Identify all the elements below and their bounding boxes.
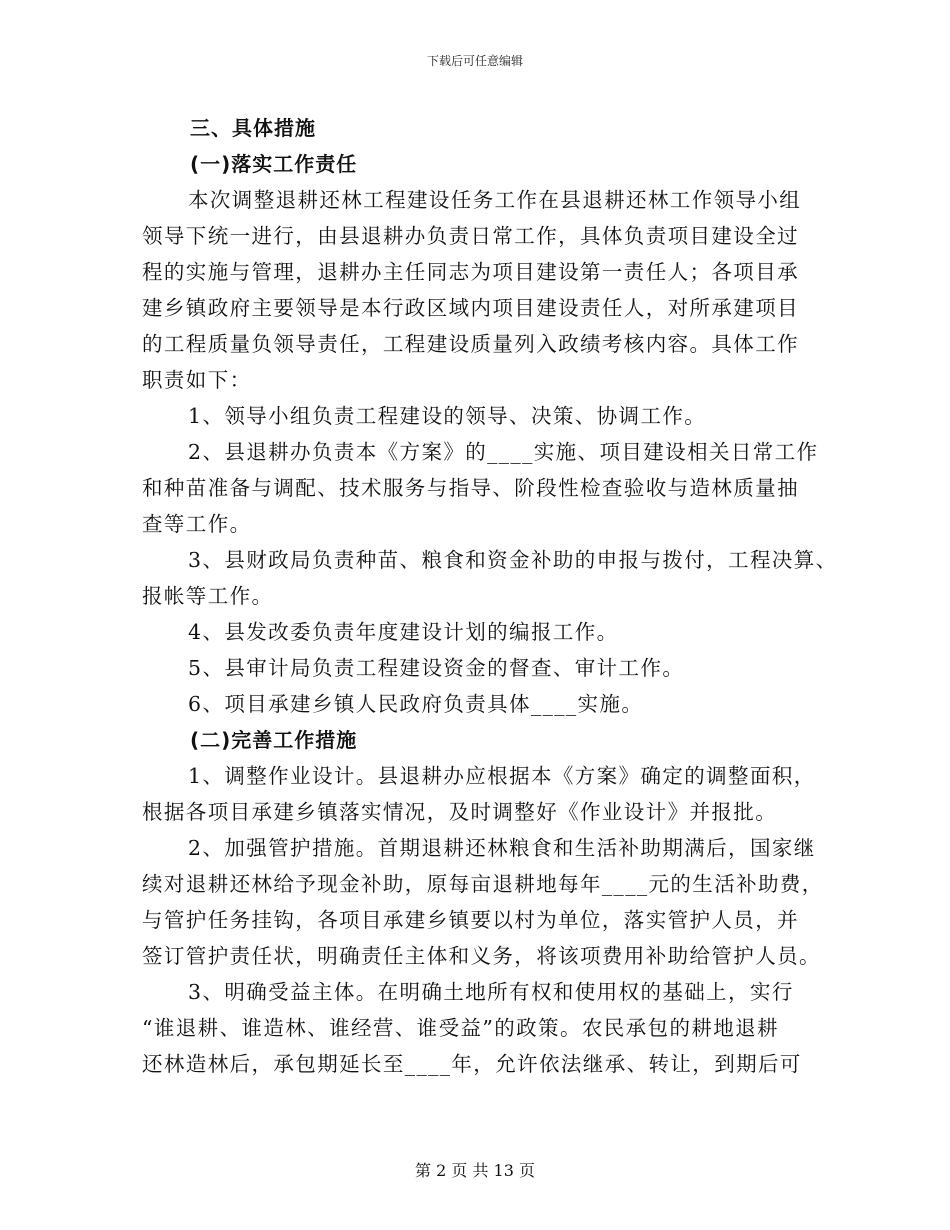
paragraph-line: “谁退耕、谁造林、谁经营、谁受益”的政策。农民承包的耕地退耕: [142, 1016, 779, 1040]
page-footer: 第 2 页 共 13 页: [415, 1161, 535, 1180]
section-heading: (一)落实工作责任: [190, 152, 358, 176]
paragraph-line: 3、明确受益主体。在明确土地所有权和使用权的基础上，实行: [188, 980, 794, 1004]
paragraph-line: 1、调整作业设计。县退耕办应根据本《方案》确定的调整面积，: [188, 764, 816, 788]
section-heading: (二)完善工作措施: [190, 728, 358, 752]
document-body: [142, 110, 838, 1082]
paragraph-line: 建乡镇政府主要领导是本行政区域内项目建设责任人，对所承建项目: [142, 296, 799, 320]
paragraph-line: 查等工作。: [142, 512, 252, 536]
paragraph-line: 的工程质量负领导责任，工程建设质量列入政绩考核内容。具体工作: [142, 332, 799, 356]
paragraph-line: 本次调整退耕还林工程建设任务工作在县退耕还林工作领导小组: [188, 188, 802, 212]
paragraph-line: 职责如下：: [142, 368, 252, 392]
paragraph-line: 与管护任务挂钩，各项目承建乡镇要以村为单位，落实管护人员，并: [142, 908, 799, 932]
paragraph-line: 程的实施与管理，退耕办主任同志为项目建设第一责任人；各项目承: [142, 260, 799, 284]
paragraph-line: 续对退耕还林给予现金补助，原每亩退耕地每年____元的生活补助费，: [142, 872, 824, 896]
paragraph-line: 1、领导小组负责工程建设的领导、决策、协调工作。: [188, 404, 707, 428]
paragraph-line: 4、县发改委负责年度建设计划的编报工作。: [188, 620, 619, 644]
paragraph-line: 2、县退耕办负责本《方案》的____实施、项目建设相关日常工作: [188, 440, 819, 464]
paragraph-line: 5、县审计局负责工程建设资金的督查、审计工作。: [188, 656, 685, 680]
paragraph-line: 领导下统一进行，由县退耕办负责日常工作，具体负责项目建设全过: [142, 224, 799, 248]
paragraph-line: 和种苗准备与调配、技术服务与指导、阶段性检查验收与造林质量抽: [142, 476, 799, 500]
paragraph-line: 签订管护责任状，明确责任主体和义务，将该项费用补助给管护人员。: [142, 944, 821, 968]
section-heading: 三、具体措施: [190, 116, 316, 140]
paragraph-line: 3、县财政局负责种苗、粮食和资金补助的申报与拨付，工程决算、: [188, 548, 838, 572]
paragraph-line: 还林造林后，承包期延长至____年，允许依法继承、转让，到期后可: [142, 1052, 802, 1076]
paragraph-line: 根据各项目承建乡镇落实情况，及时调整好《作业设计》并报批。: [142, 800, 778, 824]
page-header: 下载后可任意编辑: [426, 54, 523, 68]
paragraph-line: 2、加强管护措施。首期退耕还林粮食和生活补助期满后，国家继: [188, 836, 816, 860]
paragraph-line: 报帐等工作。: [142, 584, 274, 608]
paragraph-line: 6、项目承建乡镇人民政府负责具体____实施。: [188, 692, 644, 716]
